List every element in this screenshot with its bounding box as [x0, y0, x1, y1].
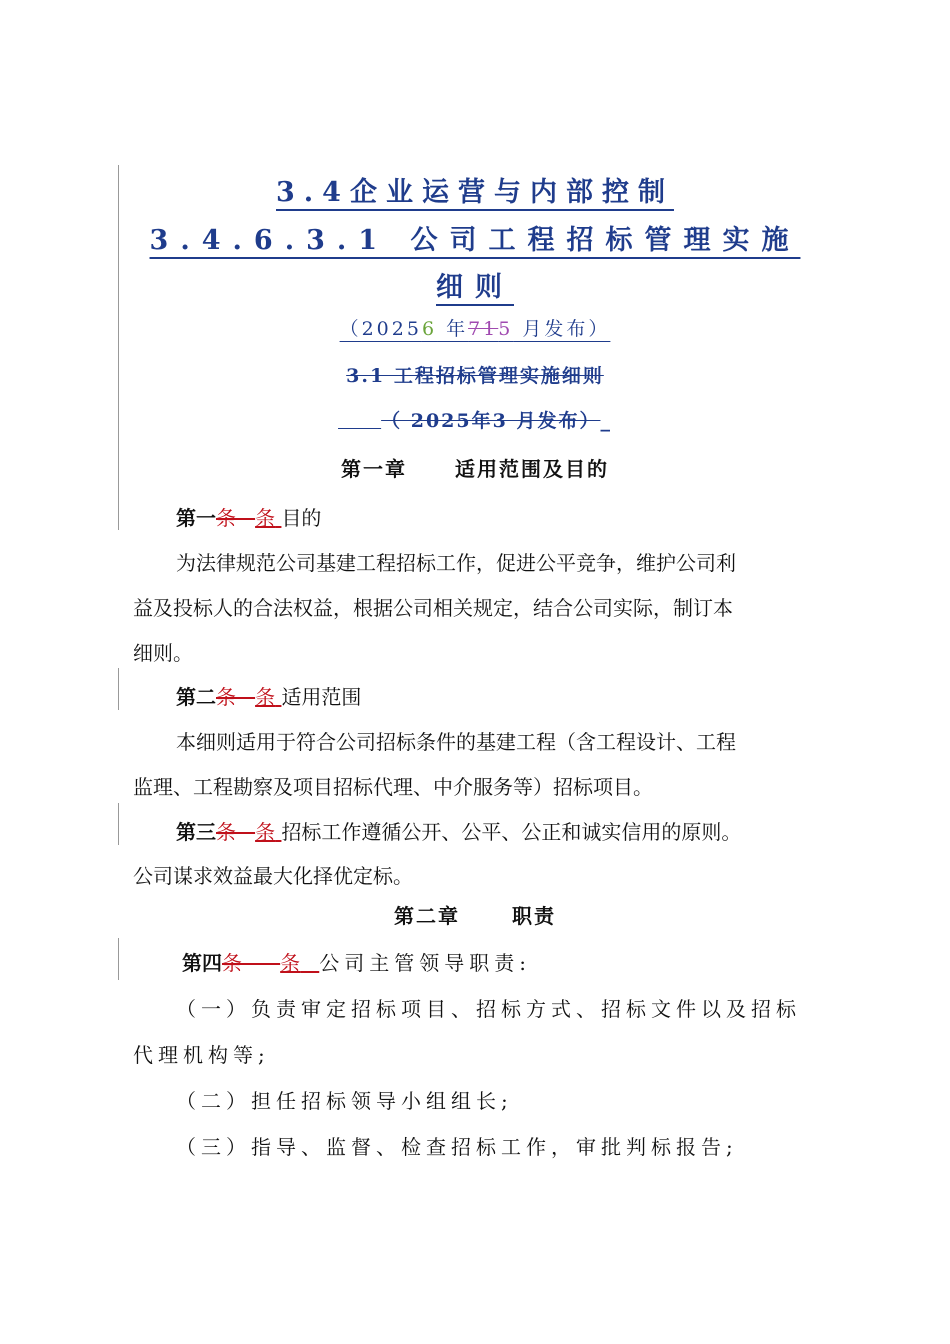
- issue-close: 月发布）: [513, 318, 611, 340]
- article-prefix: 第二: [176, 685, 216, 709]
- issue-month-deleted: 71: [468, 318, 499, 340]
- article-heading: [176, 502, 321, 531]
- article-heading-text: 目的: [281, 506, 322, 530]
- old-issue-tail: _: [600, 410, 612, 432]
- chapter-label: 第二章: [394, 904, 460, 928]
- paragraph-line: 监理、工程勘察及项目招标代理、中介服务等）招标项目。: [133, 775, 653, 799]
- issue-year-char: 年: [437, 318, 469, 340]
- article-heading: [176, 681, 361, 710]
- tracked-insertion: 条: [255, 685, 276, 709]
- issue-open: （2025: [339, 318, 422, 340]
- old-issue-text: （ 2025年3 月发布）: [381, 410, 601, 432]
- paragraph-line: 益及投标人的合法权益，根据公司相关规定，结合公司实际，制订本: [133, 596, 733, 620]
- article-heading-text: 适用范围: [281, 685, 362, 709]
- tracked-insertion: 条: [255, 820, 276, 844]
- list-item: （一）负责审定招标项目、招标方式、招标文件以及招标: [176, 997, 801, 1021]
- list-item: （三）指导、监督、检查招标工作，审批判标报告;: [176, 1135, 738, 1159]
- paragraph-line: 本细则适用于符合公司招标条件的基建工程（含工程设计、工程: [176, 730, 736, 754]
- chapter-heading: [0, 900, 950, 929]
- chapter-title: 适用范围及目的: [455, 457, 609, 481]
- old-issue-deleted: [0, 406, 950, 433]
- change-bar: [118, 668, 119, 710]
- tracked-deletion: 条: [222, 951, 242, 975]
- article-prefix: 第四: [182, 951, 222, 975]
- paragraph-line: 为法律规范公司基建工程招标工作，促进公平竞争，维护公司利: [176, 551, 736, 575]
- issue-year-inserted: 6: [421, 318, 438, 340]
- tracked-insertion: 条: [255, 506, 276, 530]
- chapter-heading: [0, 453, 950, 482]
- old-issue-underline-lead: [338, 410, 381, 432]
- change-bar: [118, 803, 119, 845]
- doc-title-line3: 细则: [436, 272, 514, 303]
- article-heading-text: 公司主管领导职责:: [319, 951, 531, 975]
- chapter-title: 职责: [512, 904, 556, 928]
- doc-title-line2: 3.4.6.3.1 公司工程招标管理实施: [149, 225, 801, 256]
- list-item: 代理机构等;: [133, 1043, 270, 1067]
- list-item: （二）担任招标领导小组组长;: [176, 1089, 513, 1113]
- issue-date: [0, 314, 950, 341]
- article-prefix: 第三: [176, 820, 216, 844]
- tracked-deletion: 条: [216, 506, 236, 530]
- tracked-deletion: 条: [216, 820, 236, 844]
- issue-month-inserted: 5: [498, 318, 514, 340]
- old-title-deleted: 3.1 工程招标管理实施细则: [346, 365, 604, 387]
- change-bar: [118, 938, 119, 980]
- paragraph-line: 公司谋求效益最大化择优定标。: [133, 864, 413, 888]
- article-heading-text: 招标工作遵循公开、公平、公正和诚实信用的原则。: [281, 820, 742, 844]
- article-heading: [182, 947, 531, 976]
- paragraph-line: 细则。: [133, 641, 193, 665]
- article-heading: [176, 816, 741, 845]
- tracked-deletion: 条: [216, 685, 236, 709]
- article-prefix: 第一: [176, 506, 216, 530]
- doc-title-line1: 3.4企业运营与内部控制: [276, 177, 674, 208]
- tracked-insertion: 条: [280, 951, 301, 975]
- chapter-label: 第一章: [341, 457, 407, 481]
